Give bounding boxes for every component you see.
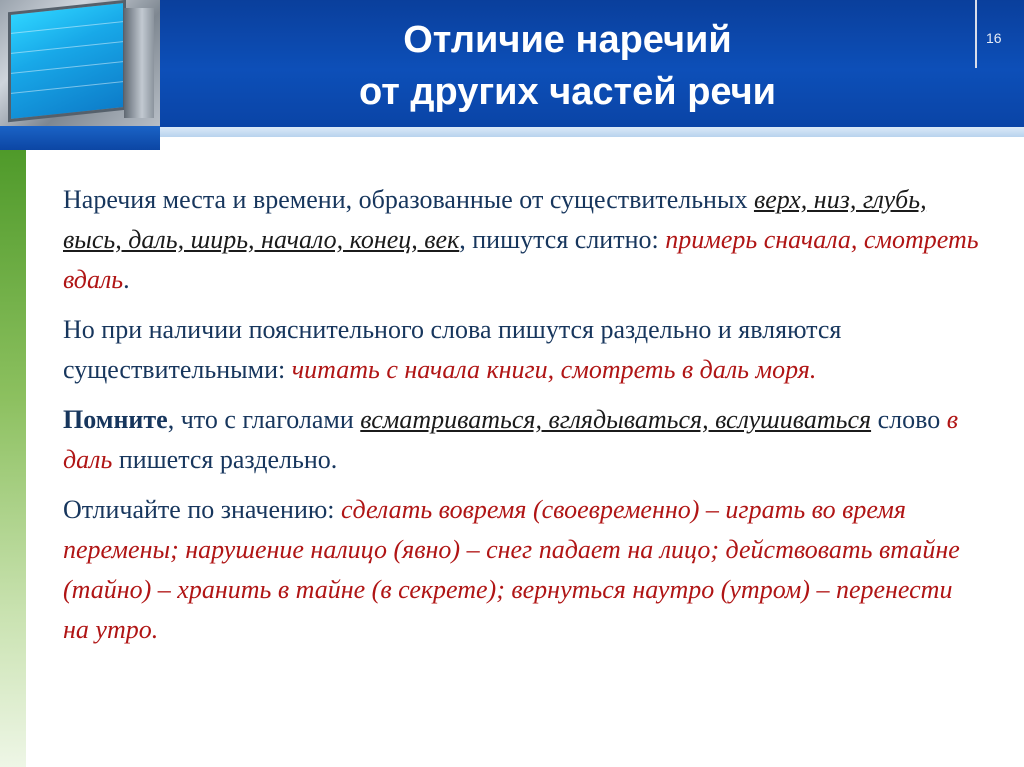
text: Но при наличии пояснительного слова пишутся раздельно и являются существительными: bbox=[63, 315, 842, 384]
slide-body bbox=[63, 180, 983, 660]
title-line-2: от других частей речи bbox=[358, 71, 777, 113]
computer-monitor-image bbox=[0, 0, 160, 126]
remember-label: Помните bbox=[63, 405, 168, 434]
text: Наречия места и времени, образованные от существительных bbox=[63, 185, 754, 214]
text: Отличайте по значению: bbox=[63, 495, 342, 524]
header-left-bar bbox=[0, 126, 160, 150]
text: слово bbox=[871, 405, 947, 434]
text: , что с глаголами bbox=[167, 405, 361, 434]
example-text: читать с начала книги, смотреть в даль моря. bbox=[291, 355, 817, 384]
text: , пишутся слитно: bbox=[459, 225, 666, 254]
slide-title bbox=[160, 14, 975, 118]
paragraph-separate-writing bbox=[63, 310, 983, 390]
text: пишется раздельно. bbox=[112, 445, 338, 474]
text: . bbox=[123, 265, 130, 294]
header-underline bbox=[160, 127, 1024, 137]
example-text: сделать вовремя (своевременно) – играть во время перемены; нарушение налицо (явно) – снег падает на лицо; действовать втайне (тайно) – хранить в тайне (в секрете); вернуться наутро (утром) – перенести на утро. bbox=[63, 495, 960, 644]
header-separator bbox=[975, 0, 977, 68]
monitor-frame bbox=[124, 8, 154, 118]
noun-list: верх, низ, глубь, высь, даль, ширь, начало, конец, век bbox=[63, 185, 927, 254]
paragraph-distinguish bbox=[63, 490, 983, 650]
slide-number: 16 bbox=[986, 30, 1002, 46]
verb-list: всматриваться, вглядываться, вслушиваться bbox=[360, 405, 872, 434]
left-decorative-strip bbox=[0, 150, 26, 767]
monitor-screen bbox=[8, 0, 126, 122]
paragraph-adverbs-solid bbox=[63, 180, 983, 300]
title-line-1: Отличие наречий bbox=[403, 19, 732, 61]
example-text: в даль bbox=[63, 405, 958, 474]
paragraph-remember bbox=[63, 400, 983, 480]
example-text: примерь сначала, смотреть вдаль bbox=[63, 225, 979, 294]
